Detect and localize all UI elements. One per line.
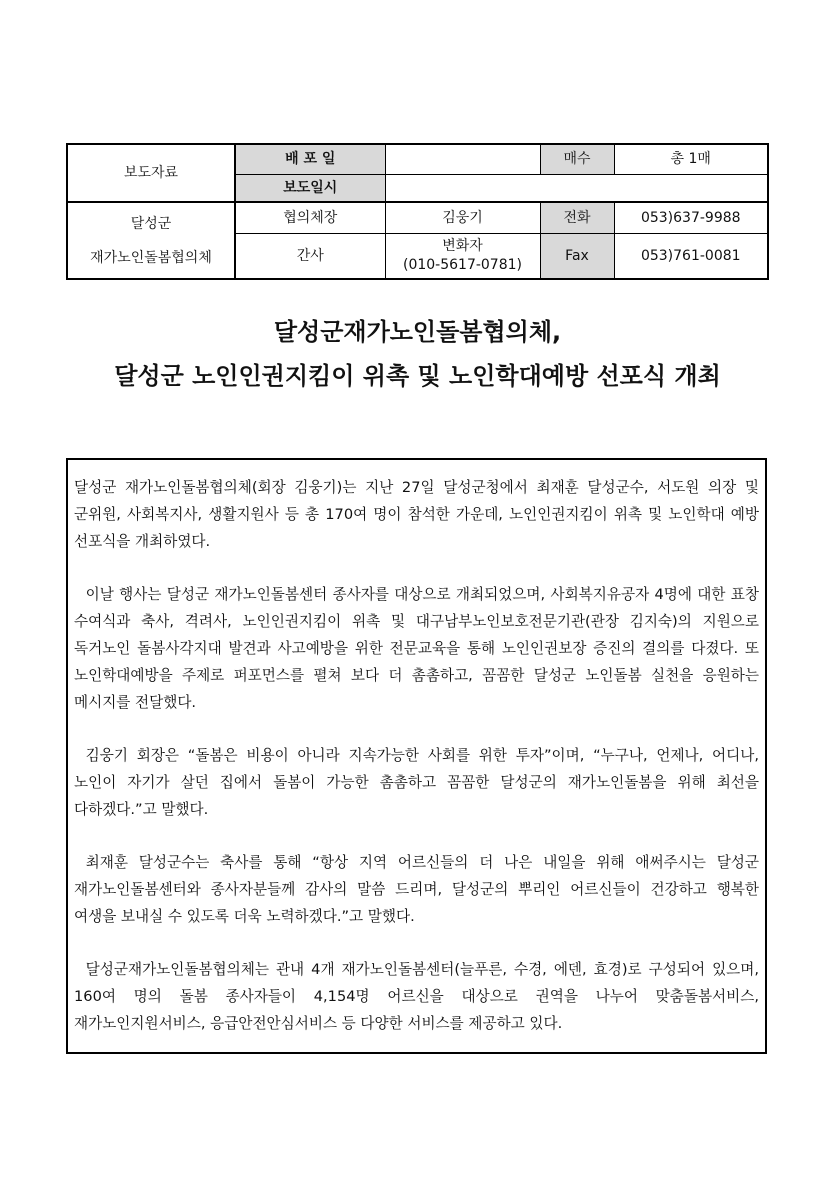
report-date-label: 보도일시 [235,175,385,203]
paragraph-intro: 달성군 재가노인돌봄협의체(회장 김웅기)는 지난 27일 달성군청에서 최재훈 달성군수, 서도원 의장 및 군위원, 사회복지사, 생활지원사 등 총 170여 명이 참석한 가운데, 노인인권지킴이 위촉 및 노인학대 예방 선포식을 개최하였다. [74,479,759,550]
press-info-table [66,143,769,280]
pages-value: 총 1매 [614,144,768,175]
chair-role: 협의체장 [235,202,385,234]
phone-value: 053)637-9988 [614,202,768,234]
organization-cell [67,202,235,279]
distribution-date-value [385,144,540,175]
article-body [66,458,767,1054]
fax-label: Fax [540,234,614,280]
paragraph-governor-quote: 최재훈 달성군수는 축사를 통해 “항상 지역 어르신들의 더 나은 내일을 위해 애써주시는 달성군 재가노인돌봄센터와 종사자분들께 감사의 말씀 드리며, 달성군의 뿌리인 어르신들이 건강하고 행복한 여생을 보내실 수 있도록 더욱 노력하겠다.”고 말했다. [74,854,759,925]
distribution-date-label: 배 포 일 [235,144,385,175]
paragraph-council-info: 달성군재가노인돌봄협의체는 관내 4개 재가노인돌봄센터(늘푸른, 수경, 에덴, 효경)로 구성되어 있으며, 160여 명의 돌봄 종사자들이 4,154명 어르신을 대상으로 권역을 나누어 맞춤돌봄서비스, 재가노인지원서비스, 응급안전안심서비스 등 다양한 서비스를 제공하고 있다. [74,961,759,1032]
document-title [0,310,835,398]
paragraph-chair-quote: 김웅기 회장은 “돌봄은 비용이 아니라 지속가능한 사회를 위한 투자”이며, “누구나, 언제나, 어디나, 노인이 자기가 살던 집에서 돌봄이 가능한 촘촘하고 꼼꼼한 달성군의 재가노인돌봄을 위해 최선을 다하겠다.”고 말했다. [74,747,759,818]
secretary-role: 간사 [235,234,385,280]
fax-value: 053)761-0081 [614,234,768,280]
organization-name-line1: 달성군 [130,215,172,232]
pages-label: 매수 [540,144,614,175]
report-date-value [385,175,768,203]
title-line1: 달성군재가노인돌봄협의체, [273,318,562,346]
secretary-phone: (010-5617-0781) [402,257,522,273]
paragraph-event: 이날 행사는 달성군 재가노인돌봄센터 종사자를 대상으로 개최되었으며, 사회복지유공자 4명에 대한 표창 수여식과 축사, 격려사, 노인인권지킴이 위촉 및 대구남부노인보호전문기관(관장 김지숙)의 지원으로 독거노인 돌봄사각지대 발견과 사고예방을 위한 전문교육을 통해 노인인권보장 증진의 결의를 다졌다. 또 노인학대예방을 주제로 퍼포먼스를 펼쳐 보다 더 촘촘하고, 꼼꼼한 달성군 노인돌봄 실천을 응원하는 메시지를 전달했다. [74,586,759,711]
organization-name-line2: 재가노인돌봄협의체 [90,249,212,266]
secretary-cell [385,234,540,280]
secretary-name: 변화자 [442,238,483,255]
chair-name: 김웅기 [385,202,540,234]
press-release-label: 보도자료 [67,144,235,202]
phone-label: 전화 [540,202,614,234]
title-line2: 달성군 노인인권지킴이 위촉 및 노인학대예방 선포식 개최 [114,362,721,390]
